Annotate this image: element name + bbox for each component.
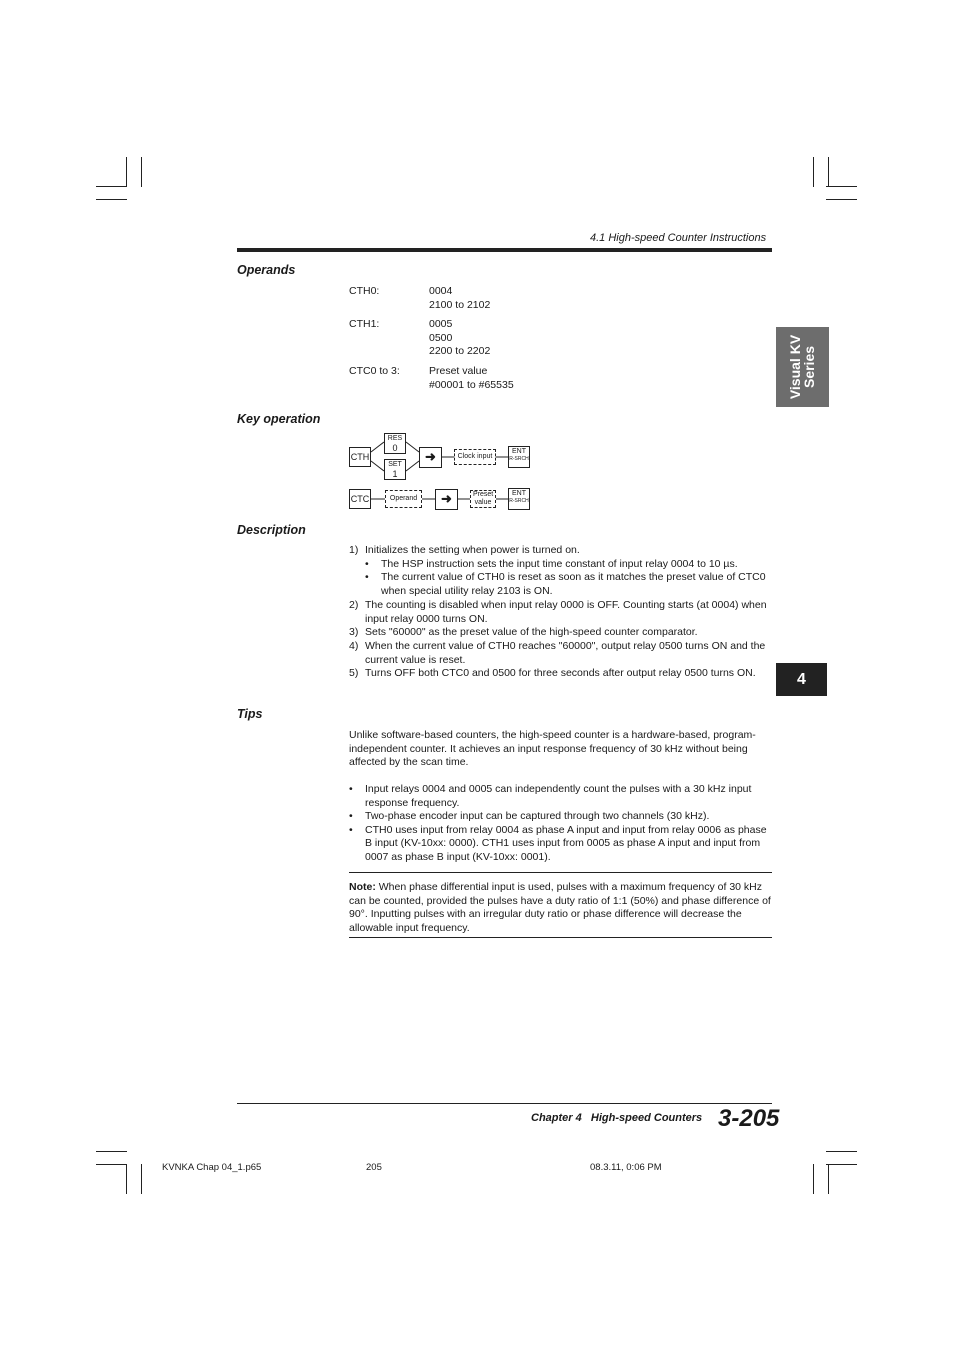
crop-mark xyxy=(813,157,814,187)
arrow-key: ➜ xyxy=(435,489,458,510)
operand-values xyxy=(429,365,514,392)
bullet-text: CTH0 uses input from relay 0004 as phase A input and input from relay 0006 as phase B input (KV-10xx: 0000). CTH1 uses input from 0005 as phase A input and input from 0007 as phase B input (KV-10xx: 0001). xyxy=(365,823,767,863)
operand-label: CTC0 to 3: xyxy=(349,365,400,377)
operand-value: 0500 xyxy=(429,331,453,344)
bullet-item: • Two-phase encoder input can be captured through two channels (30 kHz). xyxy=(349,810,774,824)
crop-mark xyxy=(826,1151,857,1152)
series-tab-label: Visual KV Series xyxy=(787,334,818,400)
crop-mark xyxy=(96,1164,127,1165)
operand-value: #00001 to #65535 xyxy=(429,378,514,391)
operand-values xyxy=(429,285,490,312)
crop-mark xyxy=(126,1164,127,1194)
item-text: The counting is disabled when input relay 0000 is OFF. Counting starts (at 0004) when input relay 0000 turns ON. xyxy=(365,599,767,625)
section-title-tips: Tips xyxy=(237,707,263,721)
set-key xyxy=(384,459,406,480)
item-text: Turns OFF both CTC0 and 0500 for three seconds after output relay 0500 turns ON. xyxy=(365,667,756,679)
header-rule xyxy=(237,248,772,252)
crop-mark xyxy=(141,157,142,187)
item-number: 1) xyxy=(349,544,359,556)
operand-value: 2100 to 2102 xyxy=(429,298,491,311)
bullet-text: Two-phase encoder input can be captured through two channels (30 kHz). xyxy=(365,810,710,822)
crop-mark xyxy=(826,186,857,187)
section-title-description: Description xyxy=(237,523,306,537)
description-item xyxy=(349,544,774,598)
item-text: When the current value of CTH0 reaches "60000", output relay 0500 turns ON and the current value is reset. xyxy=(365,640,766,666)
crop-mark xyxy=(141,1164,142,1194)
tips-intro: Unlike software-based counters, the high-speed counter is a hardware-based, program-independent counter. It achieves an input response frequency of 30 kHz without being affected by the scan time. xyxy=(349,729,756,768)
description-item xyxy=(349,626,774,640)
operand-label: CTH0: xyxy=(349,285,380,297)
note xyxy=(349,881,773,935)
series-side-tab xyxy=(776,327,829,407)
item-number: 3) xyxy=(349,626,359,638)
ent-key-label: ENT xyxy=(512,490,526,497)
res-key xyxy=(384,433,406,454)
note-text: When phase differential input is used, pulses with a maximum frequency of 30 kHz can be counted, provided the pulses have a duty ratio of 1:1 (50%) and phase difference of 90°. Inputting pulses with an irregular duty ratio or phase difference will decrease the allowable input frequency. xyxy=(349,881,771,934)
ent-key xyxy=(508,488,530,510)
note-label: Note: xyxy=(349,881,376,893)
slug-date: 08.3.11, 0:06 PM xyxy=(590,1162,662,1173)
item-number: 2) xyxy=(349,599,359,611)
chapter-tab: 4 xyxy=(776,663,827,696)
running-title: 4.1 High-speed Counter Instructions xyxy=(590,232,767,244)
crop-mark xyxy=(96,199,127,200)
description-item xyxy=(349,667,774,681)
ent-key-sub: R-SRCH xyxy=(509,456,529,462)
operand-value: Preset value xyxy=(429,365,488,377)
bullet-item: • The current value of CTH0 is reset as soon as it matches the preset value of CTC0 when special utility relay 2103 is ON. xyxy=(365,571,774,598)
operand-values xyxy=(429,318,490,359)
preset-value-field: Preset value xyxy=(470,490,496,508)
description-item xyxy=(349,599,774,626)
item-text: Initializes the setting when power is turned on. xyxy=(365,544,580,556)
crop-mark xyxy=(826,199,857,200)
set-key-number: 1 xyxy=(392,469,398,479)
footer-chapter-label: Chapter 4 xyxy=(531,1112,582,1124)
cth-key: CTH xyxy=(349,447,371,467)
operand-value: 2200 to 2202 xyxy=(429,345,491,357)
bullet-text: The HSP instruction sets the input time constant of input relay 0004 to 10 µs. xyxy=(381,557,738,570)
item-number: 5) xyxy=(349,667,359,679)
page-number: 3-205 xyxy=(718,1105,780,1132)
clock-input-field: Clock input xyxy=(454,449,496,465)
ent-key-sub: R-SRCH xyxy=(509,498,529,504)
footer-rule xyxy=(237,1103,772,1104)
footer-chapter xyxy=(531,1112,702,1124)
res-key-label: RES xyxy=(387,435,403,442)
crop-mark xyxy=(126,157,127,187)
operand-value: 0004 xyxy=(429,285,453,297)
bullet-item: • Input relays 0004 and 0005 can independently count the pulses with a 30 kHz input response frequency. xyxy=(349,783,774,810)
bullet-item: • The HSP instruction sets the input time constant of input relay 0004 to 10 µs. xyxy=(365,558,774,572)
operand-value: 0005 xyxy=(429,318,453,330)
crop-mark xyxy=(96,186,127,187)
section-title-key-operation: Key operation xyxy=(237,412,321,426)
operand-field: Operand xyxy=(385,490,422,508)
crop-mark xyxy=(828,1164,829,1194)
bullet-item: • CTH0 uses input from relay 0004 as phase A input and input from relay 0006 as phase B input (KV-10xx: 0000). CTH1 uses input from 0005 as phase A input and input from 0007 as phase B input (KV-10xx: 0001). xyxy=(349,824,774,865)
ctc-key: CTC xyxy=(349,489,371,509)
tips-bullets xyxy=(349,783,774,864)
arrow-key: ➜ xyxy=(419,447,442,468)
ent-key-label: ENT xyxy=(512,448,526,455)
note-rule-top xyxy=(349,872,772,873)
res-key-number: 0 xyxy=(392,443,398,453)
crop-mark xyxy=(813,1164,814,1194)
section-title-operands: Operands xyxy=(237,263,296,277)
note-rule-bottom xyxy=(349,937,772,938)
description-item xyxy=(349,640,774,667)
bullet-text: Input relays 0004 and 0005 can independently count the pulses with a 30 kHz input response frequency. xyxy=(365,783,752,809)
ent-key xyxy=(508,446,530,468)
item-text: Sets "60000" as the preset value of the high-speed counter comparator. xyxy=(365,626,698,638)
set-key-label: SET xyxy=(388,461,402,468)
footer-chapter-title: High-speed Counters xyxy=(590,1112,703,1124)
item-number: 4) xyxy=(349,640,359,652)
crop-mark xyxy=(96,1151,127,1152)
slug-file: KVNKA Chap 04_1.p65 xyxy=(162,1162,262,1173)
operand-label: CTH1: xyxy=(349,318,380,330)
bullet-text: The current value of CTH0 is reset as soon as it matches the preset value of CTC0 when special utility relay 2103 is ON. xyxy=(381,571,766,597)
crop-mark xyxy=(826,1164,857,1165)
crop-mark xyxy=(828,157,829,187)
slug-page: 205 xyxy=(366,1162,382,1173)
